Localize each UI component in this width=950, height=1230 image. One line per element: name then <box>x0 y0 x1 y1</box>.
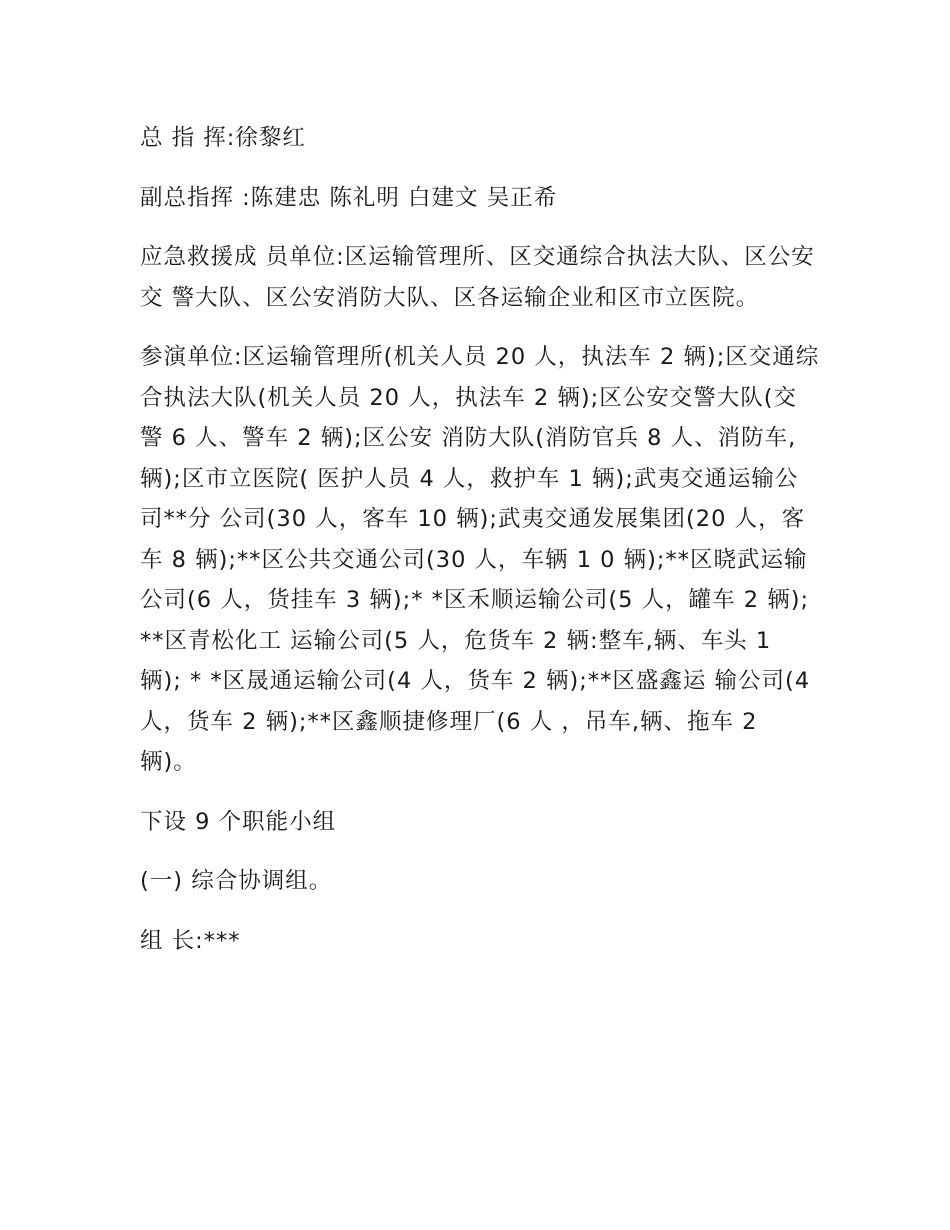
participating-units-paragraph: 参演单位:区运输管理所(机关人员 20 人，执法车 2 辆);区交通综合执法大队(机关人员 20 人，执法车 2 辆);区公安交警大队(交警 6 人、警车 2 辆);区公安 消防大队(消防官兵 8 人、消防车,辆);区市立医院( 医护人员 4 人，救护车 1 辆);武夷交通运输公司**分 公司(30 人，客车 10 辆);武夷交通发展集团(20 人，客车 8 辆);**区公共交通公司(30 人，车辆 1 0 辆);**区晓武运输公司(6 人，货挂车 3 辆);* *区禾顺运输公司(5 人，罐车 2 辆);**区青松化工 运输公司(5 人，危货车 2 辆:整车,辆、车头 1 辆); * *区晟通运输公司(4 人，货车 2 辆);**区盛鑫运 输公司(4 人，货车 2 辆);**区鑫顺捷修理厂(6 人 ，吊车,辆、拖车 2 辆)。 <box>140 344 820 775</box>
commander-line: 总 指 挥:徐黎红 <box>140 125 306 151</box>
document-body <box>140 118 820 980</box>
group-leader-line: 组 长:*** <box>140 927 241 954</box>
emergency-member-units-paragraph: 应急救援成 员单位:区运输管理所、区交通综合执法大队、区公安交 警大队、区公安消防大队、区各运输企业和区市立医院。 <box>140 244 815 311</box>
coordination-group-heading: (一) 综合协调组。 <box>140 868 333 894</box>
functional-groups-heading: 下设 9 个职能小组 <box>140 808 337 835</box>
deputy-commander-line: 副总指挥 :陈建忠 陈礼明 白建文 吴正希 <box>140 184 558 211</box>
